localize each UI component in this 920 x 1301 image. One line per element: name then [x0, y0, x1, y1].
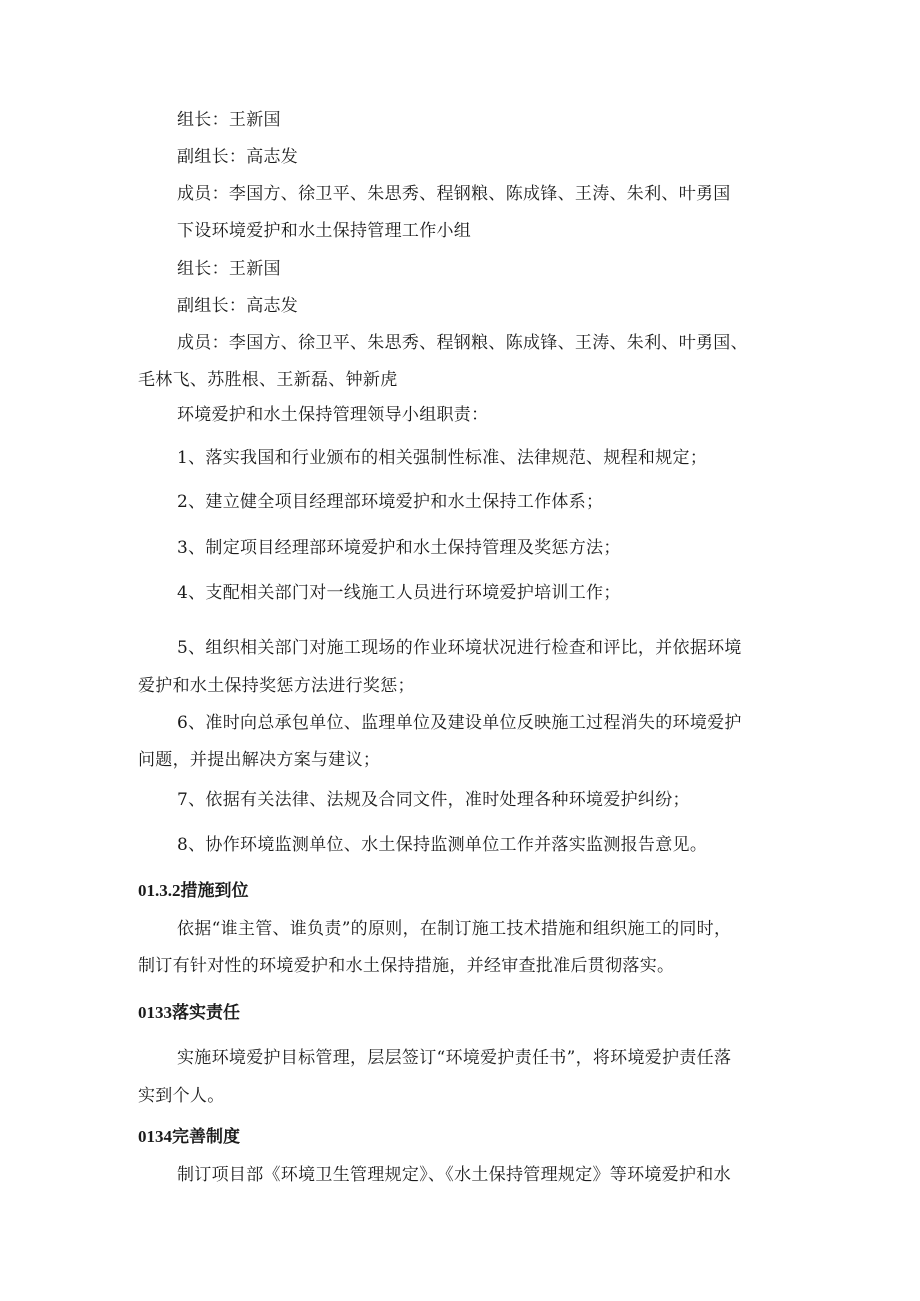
- group1-leader: 组长：王新国: [177, 110, 281, 130]
- section-heading-0134: 0134完善制度: [138, 1127, 240, 1146]
- duties-title: 环境爱护和水土保持管理领导小组职责：: [177, 405, 489, 425]
- section-0133-line1: 实施环境爱护目标管理，层层签订“环境爱护责任书”，将环境爱护责任落: [177, 1048, 732, 1068]
- duty-7: 7、依据有关法律、法规及合同文件，准时处理各种环境爱护纠纷；: [177, 790, 690, 810]
- section-heading-0132: 01.3.2措施到位: [138, 881, 249, 900]
- group1-deputy: 副组长：高志发: [177, 147, 299, 167]
- section-heading-0133: 0133落实责任: [138, 1003, 240, 1022]
- duty-8: 8、协作环境监测单位、水土保持监测单位工作并落实监测报告意见。: [177, 835, 708, 855]
- section-0132-line2: 制订有针对性的环境爱护和水土保持措施，并经审查批准后贯彻落实。: [138, 956, 675, 976]
- duty-3: 3、制定项目经理部环境爱护和水土保持管理及奖惩方法；: [177, 538, 621, 558]
- duty-1: 1、落实我国和行业颁布的相关强制性标准、法律规范、规程和规定；: [177, 448, 708, 468]
- group2-members-line2: 毛林飞、苏胜根、王新磊、钟新虎: [138, 370, 398, 390]
- group2-deputy: 副组长：高志发: [177, 296, 299, 316]
- group1-members: 成员：李国方、徐卫平、朱思秀、程钢粮、陈成锋、王涛、朱利、叶勇国: [177, 184, 731, 204]
- duty-2: 2、建立健全项目经理部环境爱护和水土保持工作体系；: [177, 492, 604, 512]
- section-0133-line2: 实到个人。: [138, 1086, 225, 1106]
- section-0134-line1: 制订项目部《环境卫生管理规定》、《水土保持管理规定》等环境爱护和水: [177, 1165, 731, 1185]
- duty-5-line2: 爱护和水土保持奖惩方法进行奖惩；: [138, 676, 415, 696]
- duty-5-line1: 5、组织相关部门对施工现场的作业环境状况进行检查和评比，并依据环境: [177, 638, 742, 658]
- duty-6-line2: 问题，并提出解决方案与建议；: [138, 750, 381, 770]
- subgroup-intro: 下设环境爱护和水土保持管理工作小组: [177, 221, 472, 241]
- group2-members-line1: 成员：李国方、徐卫平、朱思秀、程钢粮、陈成锋、王涛、朱利、叶勇国、: [177, 333, 748, 353]
- group2-leader: 组长：王新国: [177, 259, 281, 279]
- duty-6-line1: 6、准时向总承包单位、监理单位及建设单位反映施工过程消失的环境爱护: [177, 713, 742, 733]
- section-0132-line1: 依据“谁主管、谁负责”的原则，在制订施工技术措施和组织施工的同时，: [177, 919, 732, 939]
- duty-4: 4、支配相关部门对一线施工人员进行环境爱护培训工作；: [177, 583, 621, 603]
